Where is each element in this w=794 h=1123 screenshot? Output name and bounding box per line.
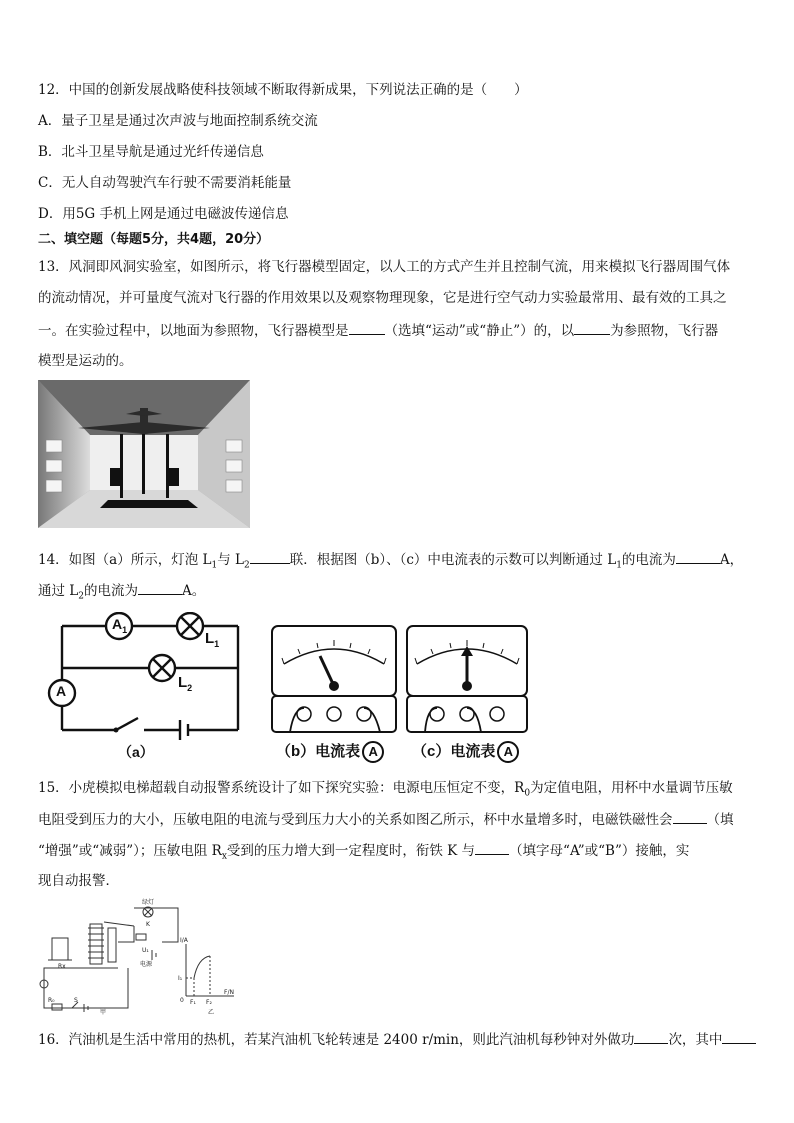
q15-text: （填 — [706, 812, 734, 828]
ammeter-figure-b — [270, 624, 398, 734]
q12-stem: 12．中国的创新发展战略使科技领域不断取得新成果，下列说法正确的是（ ） — [38, 82, 528, 98]
figure-b-caption: （b）电流表 A — [276, 740, 384, 763]
axis-ylabel: I/A — [180, 937, 188, 944]
answer-blank[interactable] — [250, 549, 290, 564]
q15-text: “增强”或“减弱”）；压敏电阻 R — [38, 843, 222, 859]
q12-option-b: B．北斗卫星导航是通过光纤传递信息 — [38, 144, 264, 160]
q14-line1 — [38, 549, 743, 576]
switch-label: S — [74, 997, 78, 1004]
alarm-circuit-diagram — [38, 898, 238, 1016]
figure-jia-caption: 甲 — [100, 1009, 107, 1016]
wind-tunnel-photo — [38, 380, 250, 528]
answer-blank[interactable] — [673, 809, 707, 824]
q16-text: 16．汽油机是生活中常用的热机，若某汽油机飞轮转速是 2400 r/min，则此汽油机每秒钟对外做功 — [38, 1032, 635, 1048]
lamp-l1-label: $L_1$ — [205, 630, 220, 649]
q13-line1: 13．风洞即风洞实验室，如图所示，将飞行器模型固定，以人工的方式产生并且控制气流，用来模拟飞行器周围气体 — [38, 259, 731, 275]
armature-label: K — [146, 921, 150, 928]
r0-label: R₀ — [48, 997, 55, 1004]
q12-option-d: D．用5G 手机上网是通过电磁波传递信息 — [38, 206, 289, 222]
subscript: 2 — [78, 591, 84, 602]
figure-c-caption: （c）电流表 A — [412, 740, 519, 763]
q13-line3a: 一。在实验过程中，以地面为参照物，飞行器模型是 — [38, 323, 349, 339]
rx-label: Rx — [58, 963, 66, 970]
f1-tick: F₁ — [190, 999, 196, 1006]
section-heading: 二、填空题（每题5分，共4题，20分） — [38, 232, 270, 247]
q14-text: 联．根据图（b）、（c）中电流表的示数可以判断通过 L — [289, 552, 617, 568]
lamp-l2-label: $L_2$ — [178, 674, 193, 693]
q13-line4: 模型是运动的。 — [38, 353, 133, 369]
u1-label: U₁ — [142, 947, 149, 954]
q15-line4: 现自动报警． — [38, 873, 119, 889]
answer-blank[interactable] — [634, 1029, 668, 1044]
subscript: x — [221, 851, 227, 862]
f2-tick: F₂ — [206, 999, 212, 1006]
q15-text: （填字母“A”或“B”）接触，实 — [509, 843, 690, 859]
q14-text: A， — [719, 552, 744, 568]
lamp-label: 绿灯 — [142, 899, 155, 906]
answer-blank[interactable] — [475, 840, 509, 855]
answer-blank[interactable] — [138, 580, 182, 595]
q13-line3c: 为参照物，飞行器 — [610, 323, 719, 339]
subscript: 0 — [524, 788, 531, 799]
axis-xlabel: F/N — [224, 989, 234, 996]
q13-line3 — [38, 320, 718, 341]
q15-text: 电阻受到压力的大小，压敏电阻的电流与受到压力大小的关系如图乙所示，杯中水量增多时，电磁铁磁性会 — [38, 812, 673, 828]
i1-tick: I₁ — [178, 975, 183, 982]
power-label: 电源 — [140, 961, 153, 968]
q16-line1 — [38, 1029, 756, 1050]
q14-text: 的电流为 — [621, 552, 676, 568]
figure-yi-caption: 乙 — [208, 1009, 215, 1016]
q15-text: 受到的压力增大到一定程度时，衔铁 K 与 — [226, 843, 476, 859]
q12-option-c: C．无人自动驾驶汽车行驶不需要消耗能量 — [38, 175, 292, 191]
figure-a-caption: （a） — [118, 744, 154, 760]
subscript: 1 — [211, 560, 218, 571]
answer-blank[interactable] — [574, 320, 610, 335]
ammeter-a1-label: $A_1$ — [112, 616, 128, 635]
q14-text: 通过 L — [38, 583, 79, 599]
q15-text: 15．小虎模拟电梯超载自动报警系统设计了如下探究实验：电源电压恒定不变，R — [38, 780, 525, 796]
q14-text: 与 L — [217, 552, 244, 568]
answer-blank[interactable] — [349, 320, 385, 335]
circuit-figure-a — [40, 612, 250, 762]
q15-text: 为定值电阻，用杯中水量调节压敏 — [530, 780, 733, 796]
ammeter-a-label: A — [56, 683, 67, 699]
ammeter-figure-c — [405, 624, 529, 734]
q12-option-a: A．量子卫星是通过次声波与地面控制系统交流 — [38, 113, 318, 129]
alarm-circuit-figure — [38, 898, 238, 1016]
ammeter-dial-c — [405, 624, 529, 734]
answer-blank[interactable] — [676, 549, 720, 564]
origin-label: 0 — [180, 997, 184, 1004]
q15-line2 — [38, 809, 734, 830]
q15-line1 — [38, 778, 733, 804]
q14-text: A。 — [182, 583, 206, 599]
subscript: 2 — [243, 560, 250, 571]
ammeter-dial-b — [270, 624, 398, 734]
q15-line3 — [38, 840, 689, 867]
answer-blank[interactable] — [722, 1029, 756, 1044]
q13-line3b: （选填“运动”或“静止”）的，以 — [384, 323, 575, 339]
q14-text: 14．如图（a）所示，灯泡 L — [38, 552, 212, 568]
q14-line2 — [38, 580, 205, 607]
subscript: 1 — [616, 560, 622, 571]
q14-text: 的电流为 — [84, 583, 138, 599]
q16-text: 次，其中 — [668, 1032, 723, 1048]
q13-line2: 的流动情况，并可量度气流对飞行器的作用效果以及观察物理现象，它是进行空气动力实验最常用、最有效的工具之 — [38, 290, 727, 306]
